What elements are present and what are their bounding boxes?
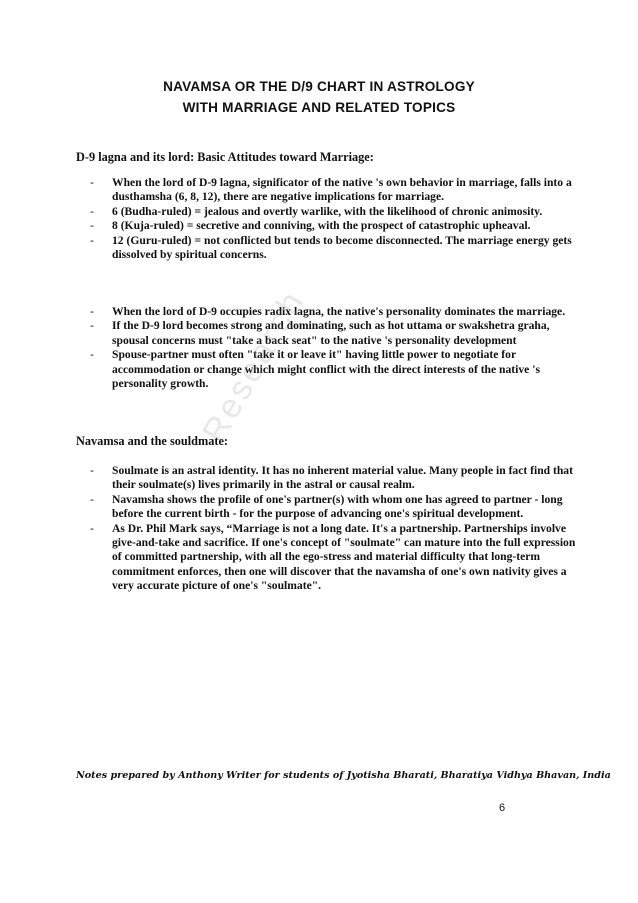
watermark: Research: [195, 283, 313, 449]
list-item-text: If the D-9 lord becomes strong and dominating, such as hot uttama or swakshetra graha, spousal concerns must "take a back seat" to the native 's personality development: [112, 319, 550, 347]
list-item: - 12 (Guru-ruled) = not conflicted but tends to become disconnected. The marriage energy gets dissolved by spiritual concerns.: [90, 233, 572, 262]
list-item-text: Soulmate is an astral identity. It has no inherent material value. Many people in fact find that their soulmate(s) lives primarily in the astral or causal realm.: [112, 464, 573, 492]
section-1-heading: D-9 lagna and its lord: Basic Attitudes toward Marriage:: [76, 150, 374, 164]
page-title-line-2: WITH MARRIAGE AND RELATED TOPICS: [182, 100, 456, 115]
list-item-text: As Dr. Phil Mark says, “Marriage is not a long date. It's a partnership. Partnerships involve give-and-take and sacrifice. If one's concept of "soulmate" can mature into the full expression of committed partnership, with all the ego-stress and material difficulty that long-term commitment enforces, then one will discover that the navamsha of one's own nativity gives a very accurate picture of one's "soulmate".: [112, 521, 576, 593]
list-item: - 8 (Kuja-ruled) = secretive and conniving, with the prospect of catastrophic upheaval.: [90, 219, 531, 233]
list-item: - If the D-9 lord becomes strong and dominating, such as hot uttama or swakshetra graha, spousal concerns must "take a back seat" to the native 's personality development: [90, 319, 550, 347]
list-item-text: Spouse-partner must often "take it or leave it" having little power to negotiate for accommodation or change which might conflict with the direct interests of the native 's personality growth.: [112, 348, 540, 391]
footer-note: Notes prepared by Anthony Writer for students of Jyotisha Bharati, Bharatiya Vidhya Bhavan, India: [76, 770, 611, 781]
section-1-list-a: [76, 176, 576, 262]
list-item-text: When the lord of D-9 occupies radix lagna, the native's personality dominates the marriage.: [112, 305, 566, 318]
section-2-heading: Navamsa and the souldmate:: [76, 434, 229, 448]
list-item: - Spouse-partner must often "take it or leave it" having little power to negotiate for accommodation or change which might conflict with the direct interests of the native 's personality growth.: [90, 348, 540, 391]
list-item-text: Navamsha shows the profile of one's partner(s) with whom one has agreed to partner - long before the current birth - for the purpose of advancing one's spiritual development.: [112, 492, 563, 521]
list-item-text: 6 (Budha-ruled) = jealous and overtly warlike, with the likelihood of chronic animosity.: [112, 204, 543, 218]
list-item: - As Dr. Phil Mark says, “Marriage is not a long date. It's a partnership. Partnerships involve give-and-take and sacrifice. If one's concept of "soulmate" can mature into the full expression of committed partnership, with all the ego-stress and material difficulty that long-term commitment enforces, then one will discover that the navamsha of one's own nativity gives a very accurate picture of one's "soulmate".: [90, 521, 576, 593]
list-item: - Navamsha shows the profile of one's partner(s) with whom one has agreed to partner - long before the current birth - for the purpose of advancing one's spiritual development.: [90, 492, 563, 521]
section-1-list-b: [76, 305, 576, 391]
list-item: - When the lord of D-9 lagna, significator of the native 's own behavior in marriage, falls into a dusthamsha (6, 8, 12), there are negative implications for marriage.: [90, 176, 572, 204]
list-item-text: 12 (Guru-ruled) = not conflicted but tends to become disconnected. The marriage energy gets dissolved by spiritual concerns.: [112, 233, 572, 262]
page-number: 6: [499, 802, 506, 814]
list-item: - Soulmate is an astral identity. It has no inherent material value. Many people in fact find that their soulmate(s) lives primarily in the astral or causal realm.: [90, 464, 573, 492]
list-item: - 6 (Budha-ruled) = jealous and overtly warlike, with the likelihood of chronic animosity.: [90, 204, 543, 218]
list-item-text: 8 (Kuja-ruled) = secretive and conniving, with the prospect of catastrophic upheaval.: [112, 219, 531, 233]
list-item: - When the lord of D-9 occupies radix lagna, the native's personality dominates the marriage.: [90, 305, 566, 318]
list-item-text: When the lord of D-9 lagna, significator of the native 's own behavior in marriage, falls into a dusthamsha (6, 8, 12), there are negative implications for marriage.: [112, 176, 572, 204]
page-title-line-1: NAVAMSA OR THE D/9 CHART IN ASTROLOGY: [163, 79, 475, 94]
section-2-list: [76, 464, 576, 594]
